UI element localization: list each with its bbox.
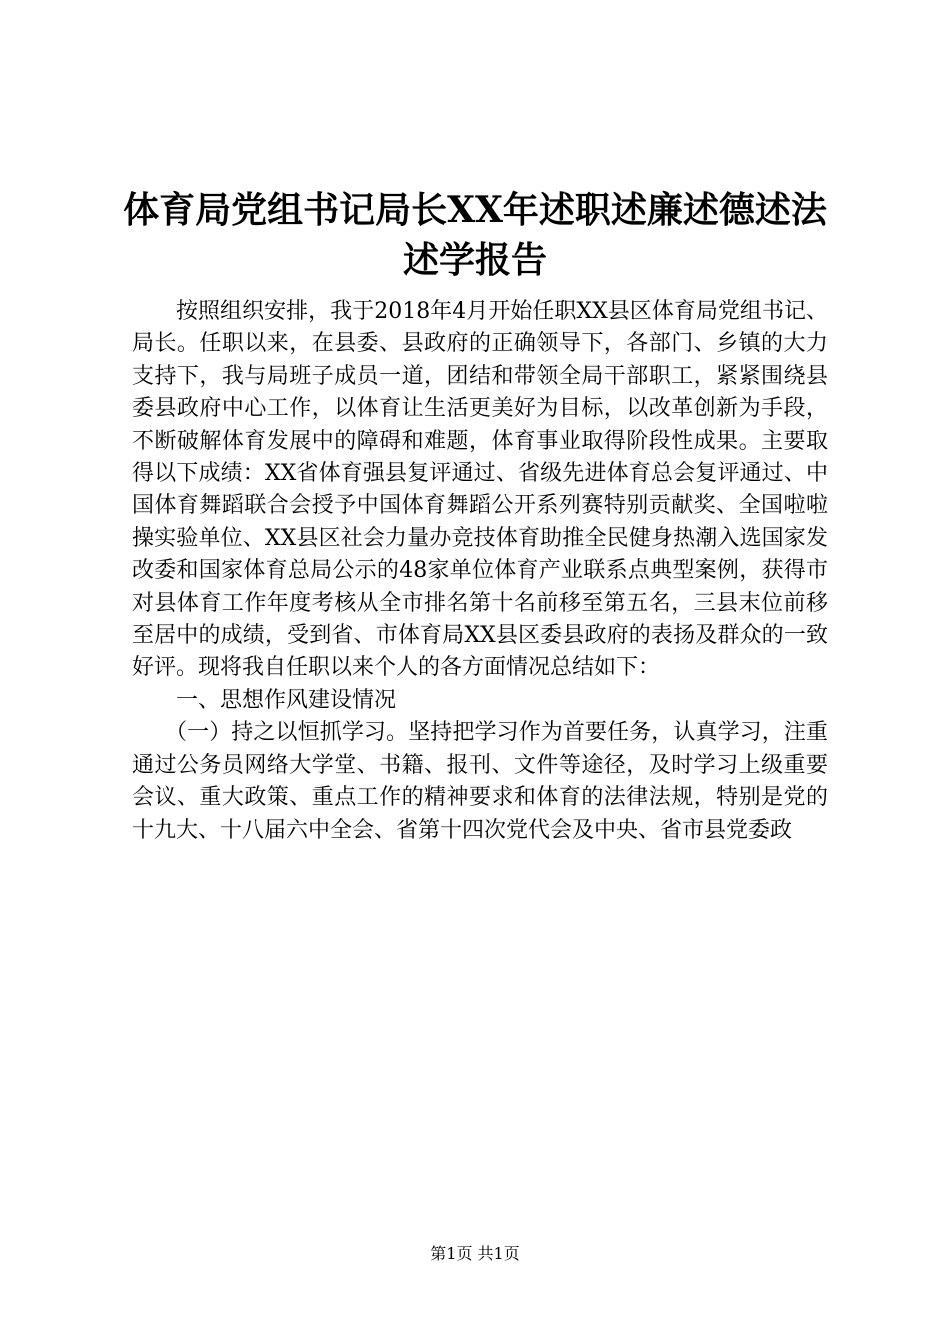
document-title-line-2: 述学报告 xyxy=(402,239,547,281)
section-heading: 一、思想作风建设情况 xyxy=(176,687,397,713)
paragraph-subsection-1: （一）持之以恒抓学习。坚持把学习作为首要任务，认真学习，注重通过公务员网络大学堂、书籍、报刊、文件等途径，及时学习上级重要会议、重大政策、重点工作的精神要求和体育的法律法规，特别是党的十九大、十八届六中全会、省第十四次党代会及中央、省市县党委政 xyxy=(132,720,828,843)
document-title-line-1: 体育局党组书记局长XX年述职述廉述德述法 xyxy=(123,189,827,231)
paragraph-intro: 按照组织安排，我于2018年4月开始任职XX县区体育局党组书记、局长。任职以来，在县委、县政府的正确领导下，各部门、乡镇的大力支持下，我与局班子成员一道，团结和带领全局干部职工，紧紧围绕县委县政府中心工作，以体育让生活更美好为目标，以改革创新为手段，不断破解体育发展中的障碍和难题，体育事业取得阶段性成果。主要取得以下成绩：XX省体育强县复评通过、省级先进体育总会复评通过、中国体育舞蹈联合会授予中国体育舞蹈公开系列赛特别贡献奖、全国啦啦操实验单位、XX县区社会力量办竞技体育助推全民健身热潮入选国家发改委和国家体育总局公示的48家单位体育产业联系点典型案例，获得市对县体育工作年度考核从全市排名第十名前移至第五名，三县末位前移至居中的成绩，受到省、市体育局XX县区委县政府的表扬及群众的一致好评。现将我自任职以来个人的各方面情况总结如下： xyxy=(132,299,828,681)
document-body xyxy=(132,296,828,847)
page-footer: 第1页 共1页 xyxy=(430,1244,520,1263)
